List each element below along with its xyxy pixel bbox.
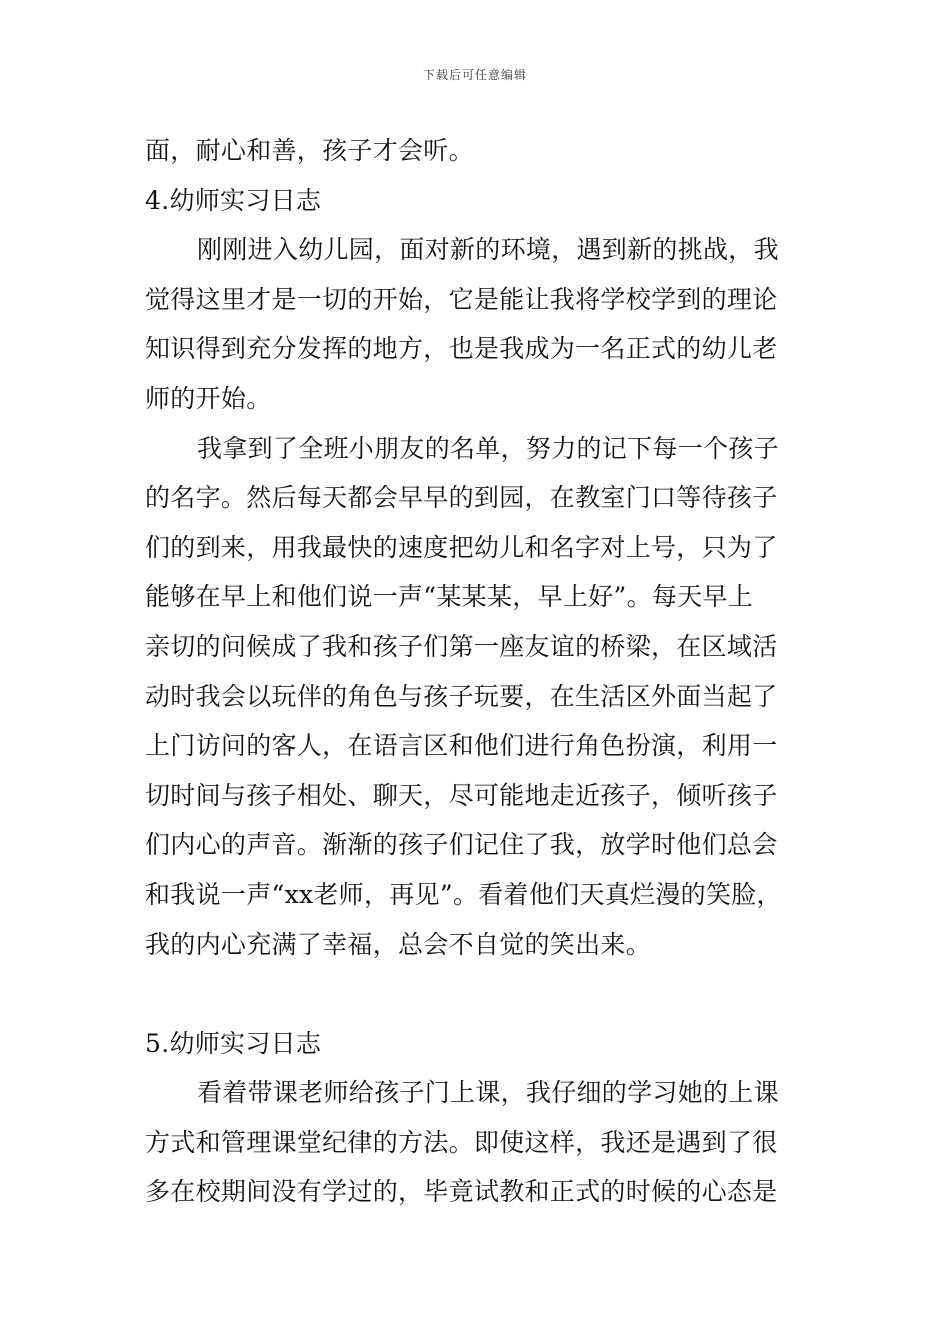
page-header-note: 下载后可任意编辑 [422,68,527,82]
text-line: 亲切的问候成了我和孩子们第一座友谊的桥梁，在区域活 [145,631,778,661]
text-line: 师的开始。 [145,383,272,413]
text-line: 面，耐心和善，孩子才会听。 [145,136,474,165]
blank-line [145,969,825,1019]
document-body [145,126,825,1217]
text-line: 我的内心充满了幸福，总会不自觉的笑出来。 [145,929,652,959]
text-line: 们内心的声音。渐渐的孩子们记住了我，放学时他们总会 [145,830,778,860]
text-line: 上门访问的客人，在语言区和他们进行角色扮演，利用一 [145,731,778,761]
section-heading: 5.幼师实习日志 [145,1028,322,1058]
text-line: 和我说一声“xx老师，再见”。看着他们天真烂漫的笑脸， [145,879,782,909]
text-line: 知识得到充分发挥的地方，也是我成为一名正式的幼儿老 [145,334,778,364]
section-heading: 4.幼师实习日志 [145,185,322,215]
paragraph-first-line: 看着带课老师给孩子门上课，我仔细的学习她的上课 [197,1078,779,1108]
text-line: 多在校期间没有学过的，毕竟试教和正式的时候的心态是 [145,1177,778,1207]
text-line: 们的到来，用我最快的速度把幼儿和名字对上号，只为了 [145,532,778,562]
paragraph-first-line: 刚刚进入幼儿园，面对新的环境，遇到新的挑战，我 [197,235,779,265]
text-line: 切时间与孩子相处、聊天，尽可能地走近孩子，倾听孩子 [145,780,778,810]
paragraph-first-line: 我拿到了全班小朋友的名单，努力的记下每一个孩子 [197,433,779,463]
text-line: 方式和管理课堂纪律的方法。即使这样，我还是遇到了很 [145,1127,778,1157]
text-line: 能够在早上和他们说一声“某某某，早上好”。每天早上 [145,582,754,612]
text-line: 觉得这里才是一切的开始，它是能让我将学校学到的理论 [145,284,778,314]
text-line: 的名字。然后每天都会早早的到园，在教室门口等待孩子 [145,483,778,513]
text-line: 动时我会以玩伴的角色与孩子玩要，在生活区外面当起了 [145,681,778,711]
